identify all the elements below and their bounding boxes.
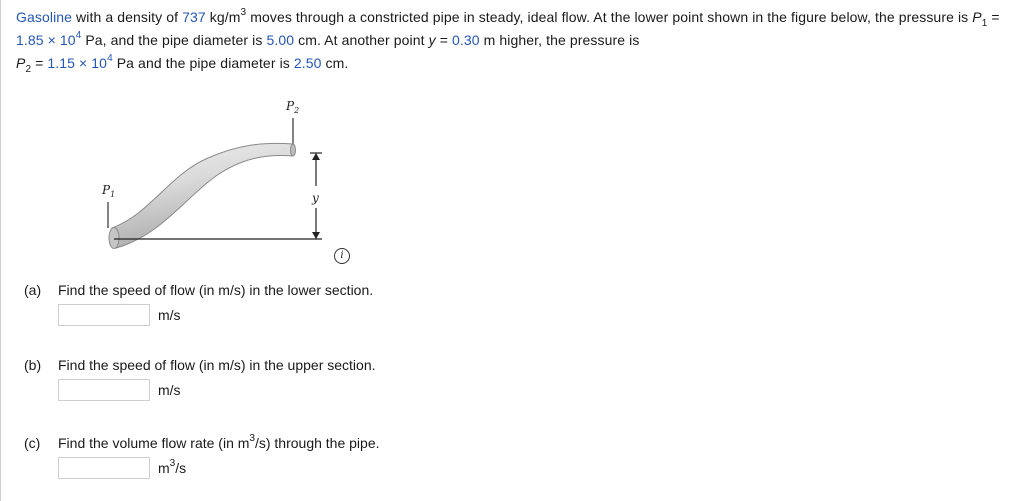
d1-value: 5.00 <box>266 32 295 48</box>
info-icon[interactable]: i <box>334 248 350 264</box>
problem-text: Pa and the pipe diameter is <box>112 55 294 71</box>
part-b-tag: (b) <box>24 357 42 373</box>
part-c <box>24 433 724 483</box>
p2-exponent: 4 <box>107 53 113 65</box>
problem-text: kg/m <box>205 9 241 25</box>
p2-value: 1.15 × 10 <box>47 55 108 71</box>
part-a-answer-input[interactable] <box>58 304 150 326</box>
part-c-unit <box>158 460 186 476</box>
part-c-answer-row <box>24 457 724 483</box>
unit-text: /s <box>175 460 187 476</box>
superscript: 3 <box>240 7 247 19</box>
y-arrow-down <box>312 232 320 239</box>
problem-text: = <box>31 55 48 71</box>
y-value: 0.30 <box>452 32 480 48</box>
unit-text: m <box>158 460 170 476</box>
pipe-lower-opening <box>109 228 119 249</box>
p2-figure-label: $P_2$ <box>286 99 300 115</box>
problem-text: = <box>435 32 452 48</box>
problem-text: cm. At another point <box>294 32 429 48</box>
problem-statement <box>16 6 1016 75</box>
part-c-tag: (c) <box>24 435 41 451</box>
part-c-question-text: Find the volume flow rate (in m <box>58 435 250 451</box>
part-c-answer-input[interactable] <box>58 457 150 479</box>
left-border-rule <box>0 0 1 501</box>
substance-name: Gasoline <box>16 9 73 25</box>
y-arrow-up <box>312 153 320 160</box>
p1-exponent: 4 <box>75 30 82 42</box>
part-a-tag: (a) <box>24 282 42 298</box>
y-figure-label: y <box>312 191 319 205</box>
part-b-unit: m/s <box>158 382 181 398</box>
d2-value: 2.50 <box>293 55 322 71</box>
p1-value: 1.85 × 10 <box>16 32 76 48</box>
part-b-answer-row <box>24 379 724 405</box>
part-a-unit: m/s <box>158 307 181 323</box>
pipe-figure <box>90 96 370 266</box>
p2-symbol: P <box>16 55 26 71</box>
subscript: 1 <box>981 17 988 29</box>
part-b <box>24 355 724 405</box>
problem-text: cm. <box>321 55 349 71</box>
problem-text: with a density of <box>72 9 183 25</box>
part-c-question-text: /s) through the pipe. <box>254 435 380 451</box>
part-c-question <box>24 433 724 453</box>
part-a-question <box>24 280 724 300</box>
density-value: 737 <box>182 9 206 25</box>
subscript: 2 <box>25 63 32 75</box>
part-a <box>24 280 724 330</box>
problem-text: m higher, the pressure is <box>479 32 640 48</box>
problem-text: Pa, and the pipe diameter is <box>81 32 267 48</box>
p1-symbol: P <box>972 9 982 25</box>
problem-text: = <box>987 9 1000 25</box>
part-b-answer-input[interactable] <box>58 379 150 401</box>
part-a-question-text: Find the speed of flow (in m/s) in the lower section. <box>58 282 374 298</box>
superscript: 3 <box>169 458 176 470</box>
p1-figure-label: $P_1$ <box>102 183 116 199</box>
superscript: 3 <box>249 433 255 445</box>
pipe-upper-opening <box>291 144 296 156</box>
y-symbol: y <box>428 32 436 48</box>
part-a-answer-row <box>24 304 724 330</box>
problem-text: moves through a constricted pipe in steady, ideal flow. At the lower point shown in the figure below, the pressure is <box>246 9 973 25</box>
part-b-question-text: Find the speed of flow (in m/s) in the upper section. <box>58 357 376 373</box>
pipe-body <box>112 143 293 248</box>
part-b-question <box>24 355 724 375</box>
